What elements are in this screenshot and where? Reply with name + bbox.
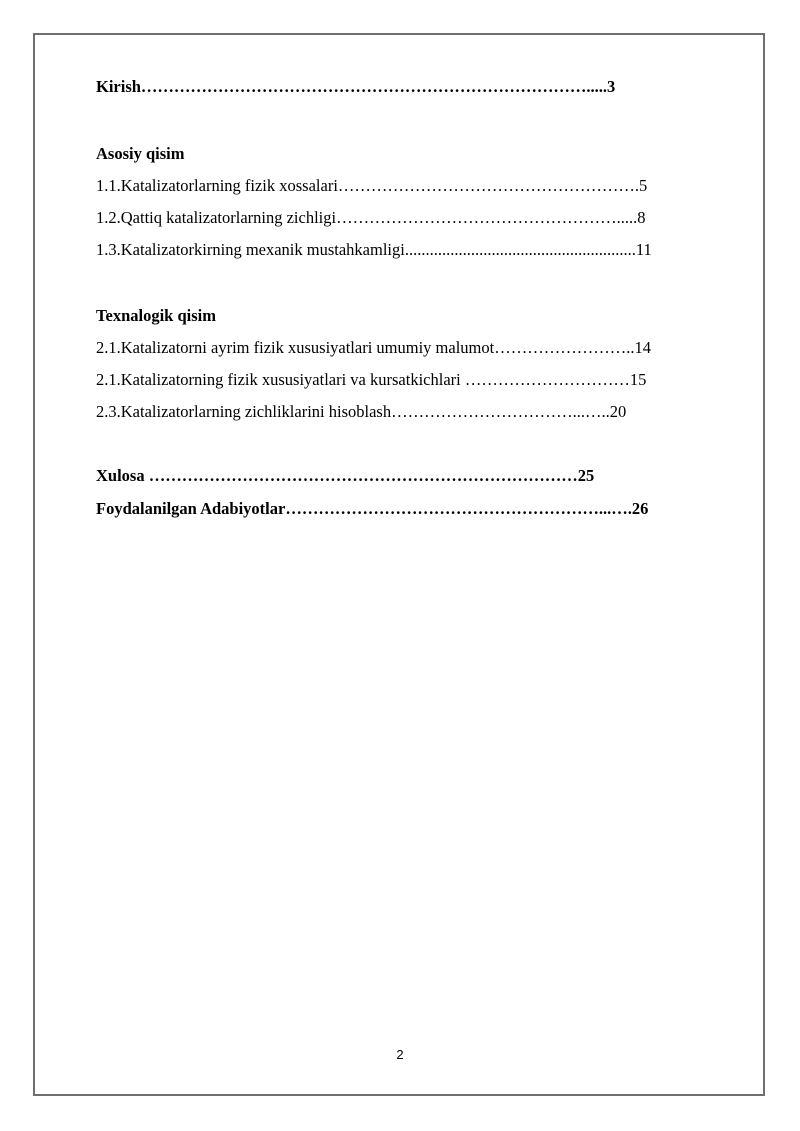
toc-entry-conclusion: Xulosa ……………………………………………………………………25 [96,466,595,485]
toc-entry-references: Foydalanilgan Adabiyotlar…………………………………………………...….26 [96,499,649,518]
toc-entry-2-1: 2.1.Katalizatorni ayrim fizik xususiyatlari umumiy malumot……………………..14 [96,338,651,357]
toc-entry-1-1: 1.1.Katalizatorlarning fizik xossalari……………………………………………….5 [96,176,648,195]
toc-entry-1-2: 1.2.Qattiq katalizatorlarning zichligi…………………………………………….....8 [96,208,646,227]
toc-entry-2-2: 2.1.Katalizatorning fizik xususiyatlari va kursatkichlari …………………………15 [96,370,647,389]
toc-entry-intro: Kirish……………………………………………………………………….....3 [96,77,616,96]
toc-entry-2-3: 2.3.Katalizatorlarning zichliklarini hisoblash……………………………...…..20 [96,402,627,421]
page-number: 2 [396,1047,404,1062]
toc-entry-1-3: 1.3.Katalizatorkirning mexanik mustahkamligi........................................................11 [96,240,652,259]
section-heading-technological: Texnalogik qisim [96,306,216,325]
section-heading-main: Asosiy qisim [96,144,185,163]
